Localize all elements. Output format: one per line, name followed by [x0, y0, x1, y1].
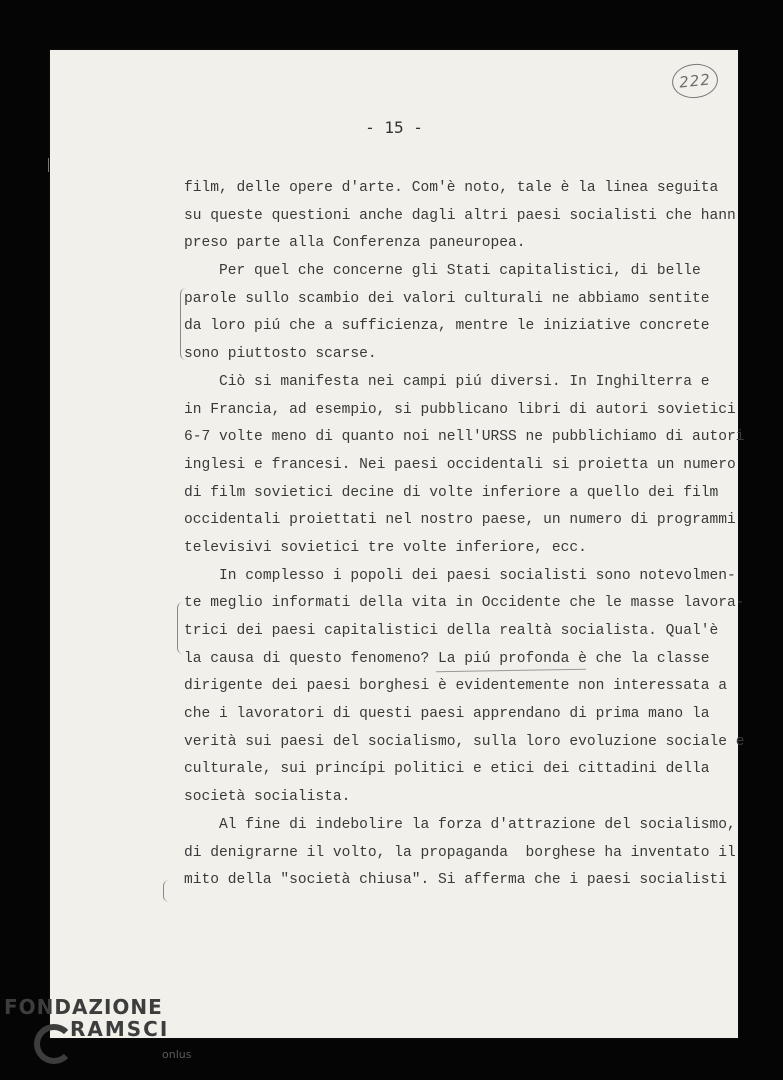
text-line: occidentali proiettati nel nostro paese, un numero di programmi — [184, 512, 736, 529]
text-line: società socialista. — [184, 789, 351, 806]
text-line: preso parte alla Conferenza paneuropea. — [184, 235, 526, 252]
text-line: trici dei paesi capitalistici della realtà socialista. Qual'è — [184, 623, 719, 639]
page-number: - 15 - — [365, 118, 423, 137]
margin-bracket-annotation — [163, 880, 169, 902]
text-line: da loro piú che a sufficienza, mentre le iniziative concrete — [184, 318, 710, 335]
text-line: Per quel che concerne gli Stati capitalistici, di belle — [184, 263, 701, 280]
watermark-line2: RAMSCI — [70, 1017, 170, 1041]
watermark-line1: FONDAZIONE — [4, 995, 163, 1019]
typewritten-body — [184, 175, 744, 895]
text-line: televisivi sovietici tre volte inferiore, ecc. — [184, 539, 587, 556]
text-line: che i lavoratori di questi paesi apprendano di prima mano la — [184, 706, 710, 723]
g-logo-icon — [34, 1024, 74, 1064]
text-line: in Francia, ad esempio, si pubblicano libri di autori sovietici — [184, 401, 736, 418]
text-line: te meglio informati della vita in Occidente che le masse lavora- — [184, 595, 744, 612]
watermark-sub: onlus — [162, 1048, 192, 1061]
text-line: mito della "società chiusa". Si afferma che i paesi socialisti — [184, 872, 727, 889]
text-line: inglesi e francesi. Nei paesi occidentali si proietta un numero — [184, 456, 736, 473]
text-line: sono piuttosto scarse. — [184, 346, 377, 363]
fondazione-gramsci-watermark — [4, 995, 192, 1061]
text-line: film, delle opere d'arte. Com'è noto, tale è la linea seguita — [184, 180, 719, 196]
document-page — [50, 50, 744, 1038]
text-line: la causa di questo fenomeno? La piú profonda è che la classe — [184, 650, 710, 667]
text-line: 6-7 volte meno di quanto noi nell'URSS ne pubblichiamo di autori — [184, 429, 744, 446]
text-line: Ciò si manifesta nei campi piú diversi. In Inghilterra e — [184, 373, 710, 390]
text-line: di film sovietici decine di volte inferiore a quello dei film — [184, 484, 719, 501]
margin-bracket-annotation — [177, 602, 183, 654]
margin-mark — [48, 158, 49, 172]
text-line: su queste questioni anche dagli altri paesi socialisti che hann — [184, 207, 736, 224]
text-line: Al fine di indebolire la forza d'attrazione del socialismo, — [184, 816, 736, 833]
text-line: parole sullo scambio dei valori culturali ne abbiamo sentite — [184, 290, 710, 307]
archive-number-stamp: 222 — [670, 62, 719, 101]
text-line: dirigente dei paesi borghesi è evidentemente non interessata a — [184, 678, 727, 695]
text-line: verità sui paesi del socialismo, sulla loro evoluzione sociale e — [184, 733, 744, 750]
text-line: di denigrarne il volto, la propaganda borghese ha inventato il — [184, 844, 736, 861]
text-line: In complesso i popoli dei paesi socialisti sono notevolmen- — [184, 567, 736, 584]
text-line: culturale, sui princípi politici e etici dei cittadini della — [184, 761, 710, 778]
